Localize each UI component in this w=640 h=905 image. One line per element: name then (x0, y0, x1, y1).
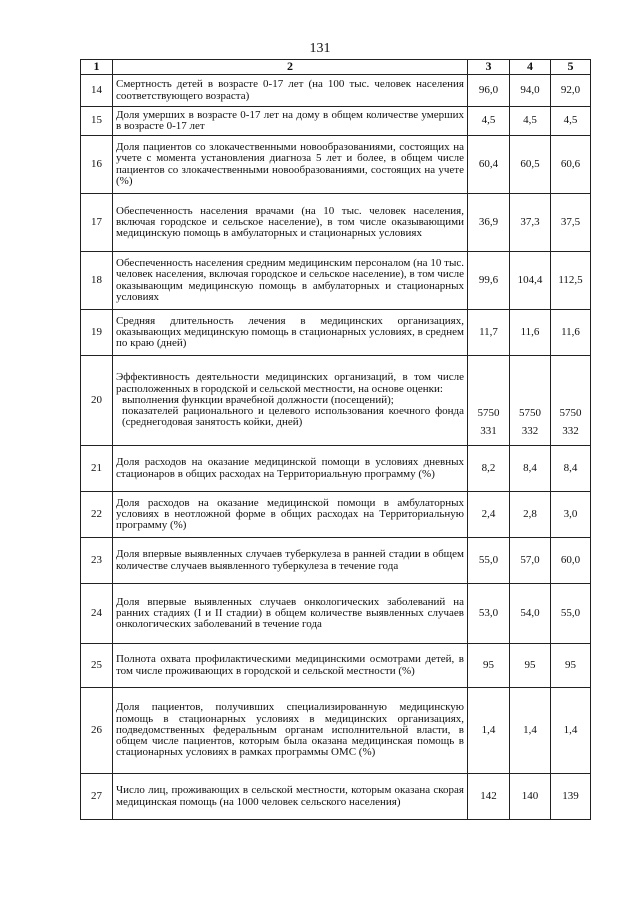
value-zanyatost: 331 (480, 425, 497, 437)
table-row (81, 356, 591, 446)
indicators-table (80, 59, 591, 820)
value-col5: 4,5 (551, 107, 591, 136)
value-col3: 4,5 (468, 107, 510, 136)
row-description: Число лиц, проживающих в сельской местности, которым оказана скорая медицинская помощь (на 1000 человек сельского населения) (113, 774, 468, 820)
row-number: 19 (81, 310, 113, 356)
value-posesheniya: 5750 (559, 407, 582, 419)
value-col3: 96,0 (468, 75, 510, 107)
value-col5: 37,5 (551, 194, 591, 252)
value-col4: 37,3 (510, 194, 551, 252)
column-header: 1 (81, 60, 113, 75)
value-col3: 142 (468, 774, 510, 820)
row-number: 22 (81, 492, 113, 538)
value-col5: 92,0 (551, 75, 591, 107)
table-row (81, 310, 591, 356)
table-row (81, 584, 591, 644)
row-description-main: Эффективность деятельности медицинских организаций, в том числе расположенных в городской и сельской местности, на основе оценки: (116, 371, 464, 395)
value-col3 (468, 356, 510, 446)
value-col4: 8,4 (510, 446, 551, 492)
row-sub-item: выполнения функции врачебной должности (посещений); (122, 393, 394, 406)
value-col5: 8,4 (551, 446, 591, 492)
value-col4: 11,6 (510, 310, 551, 356)
value-col4: 94,0 (510, 75, 551, 107)
value-col5 (551, 356, 591, 446)
value-col3: 11,7 (468, 310, 510, 356)
value-col5: 95 (551, 644, 591, 688)
row-number: 16 (81, 136, 113, 194)
row-number: 23 (81, 538, 113, 584)
value-col3: 8,2 (468, 446, 510, 492)
table-row (81, 644, 591, 688)
value-col3: 99,6 (468, 252, 510, 310)
column-header: 2 (113, 60, 468, 75)
table-row (81, 136, 591, 194)
value-col5: 3,0 (551, 492, 591, 538)
row-description: Доля впервые выявленных случаев туберкулеза в ранней стадии в общем количестве случаев выявленного туберкулеза в течение года (113, 538, 468, 584)
table-row (81, 107, 591, 136)
row-description: Обеспеченность населения средним медицинским персоналом (на 10 тыс. человек населения, включая городское и сельское население), в том числе оказывающим медицинскую помощь в амбулаторных и стационарных условиях (113, 252, 468, 310)
column-header: 4 (510, 60, 551, 75)
table-row (81, 774, 591, 820)
row-number: 27 (81, 774, 113, 820)
row-description (113, 356, 468, 446)
row-number: 18 (81, 252, 113, 310)
row-description: Доля умерших в возрасте 0-17 лет на дому в общем количестве умерших в возрасте 0-17 лет (113, 107, 468, 136)
value-col4: 54,0 (510, 584, 551, 644)
table-row (81, 75, 591, 107)
table-row (81, 194, 591, 252)
value-col4: 60,5 (510, 136, 551, 194)
value-col3: 60,4 (468, 136, 510, 194)
row-description: Доля впервые выявленных случаев онкологических заболеваний на ранних стадиях (I и II стадии) в общем количестве выявленных случаев онкологических заболеваний в течение года (113, 584, 468, 644)
row-description: Обеспеченность населения врачами (на 10 тыс. человек населения, включая городское и сельское население), в том числе оказывающими медицинскую помощь в амбулаторных и стационарных условиях (113, 194, 468, 252)
value-col3: 95 (468, 644, 510, 688)
row-number: 20 (81, 356, 113, 446)
value-col5: 60,0 (551, 538, 591, 584)
row-number: 15 (81, 107, 113, 136)
row-number: 21 (81, 446, 113, 492)
row-description: Средняя длительность лечения в медицинских организациях, оказывающих медицинскую помощь в стационарных условиях, в среднем по краю (дней) (113, 310, 468, 356)
value-zanyatost: 332 (521, 425, 539, 437)
value-col5: 60,6 (551, 136, 591, 194)
value-col4: 104,4 (510, 252, 551, 310)
value-col3: 53,0 (468, 584, 510, 644)
table-header-row (81, 60, 591, 75)
value-col4: 57,0 (510, 538, 551, 584)
value-col3: 2,4 (468, 492, 510, 538)
row-description: Доля пациентов, получивших специализированную медицинскую помощь в стационарных условиях в медицинских организациях, подведомственных федеральным органам исполнительной власти, в общем числе пациентов, которым была оказана медицинская помощь в стационарных условиях в рамках программы ОМС (%) (113, 688, 468, 774)
page-number: 131 (309, 41, 331, 56)
value-col3: 36,9 (468, 194, 510, 252)
row-number: 17 (81, 194, 113, 252)
table-row (81, 252, 591, 310)
row-description: Смертность детей в возрасте 0-17 лет (на 100 тыс. человек населения соответствующего возраста) (113, 75, 468, 107)
value-col4 (510, 356, 551, 446)
row-sub-item: показателей рационального и целевого использования коечного фонда (среднегодовая занятость койки, дней) (122, 405, 464, 429)
row-number: 14 (81, 75, 113, 107)
row-description: Доля пациентов со злокачественными новообразованиями, состоящих на учете с момента установления диагноза 5 лет и более, в общем числе пациентов со злокачественными новообразованиями, состоящих на учете (%) (113, 136, 468, 194)
value-posesheniya: 5750 (477, 407, 500, 419)
value-col4: 4,5 (510, 107, 551, 136)
value-posesheniya: 5750 (519, 407, 541, 419)
value-col4: 140 (510, 774, 551, 820)
value-col5: 139 (551, 774, 591, 820)
table-row (81, 492, 591, 538)
column-header: 3 (468, 60, 510, 75)
table-row (81, 688, 591, 774)
value-col3: 55,0 (468, 538, 510, 584)
table-row (81, 446, 591, 492)
row-number: 24 (81, 584, 113, 644)
row-number: 26 (81, 688, 113, 774)
value-col4: 2,8 (510, 492, 551, 538)
table-row (81, 538, 591, 584)
value-col3: 1,4 (468, 688, 510, 774)
value-col4: 1,4 (510, 688, 551, 774)
value-col5: 11,6 (551, 310, 591, 356)
row-description: Доля расходов на оказание медицинской помощи в условиях дневных стационаров в общих расходах на Территориальную программу (%) (113, 446, 468, 492)
row-number: 25 (81, 644, 113, 688)
value-zanyatost: 332 (562, 425, 579, 437)
value-col5: 112,5 (551, 252, 591, 310)
value-col5: 55,0 (551, 584, 591, 644)
row-description: Полнота охвата профилактическими медицинскими осмотрами детей, в том числе проживающих в городской и сельской местности (%) (113, 644, 468, 688)
column-header: 5 (551, 60, 591, 75)
value-col5: 1,4 (551, 688, 591, 774)
row-description: Доля расходов на оказание медицинской помощи в амбулаторных условиях в неотложной форме в общих расходах на Территориальную программу (%) (113, 492, 468, 538)
value-col4: 95 (510, 644, 551, 688)
